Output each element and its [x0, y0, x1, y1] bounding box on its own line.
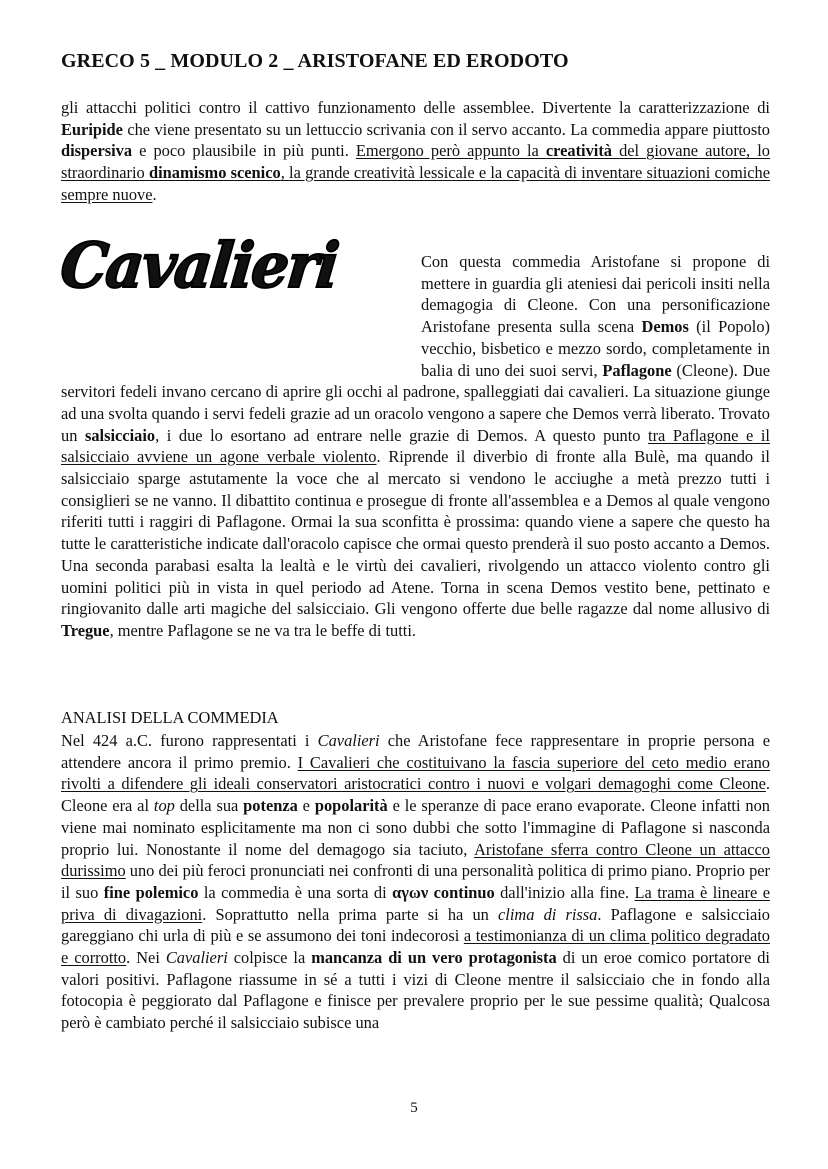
text-run: , mentre Paflagone se ne va tra le beffe di tutti.: [109, 620, 417, 640]
text-run: Nel 424 a.C. furono rappresentati i: [61, 731, 318, 750]
section-heading-analisi: ANALISI DELLA COMMEDIA: [61, 708, 279, 727]
bold-text: Tregue: [61, 620, 110, 640]
bold-text: Paflagone: [602, 360, 672, 380]
text-run: (il Popolo) vecchio, bisbetico e mezzo sordo, completamente in balia di uno dei suoi servi,: [421, 317, 770, 380]
text-run: e le speranze di pace erano evaporate. Cleone infatti non viene mai nominato esplicitamente ma non ci sono dubbi che sotto l'immagine di Paflagone si nasconda proprio lui. Nonostante il nome del demagogo sia taciuto,: [61, 796, 770, 859]
bold-text: potenza: [243, 796, 298, 816]
text-run: uno dei più feroci pronunciati nei confronti di una personalità politica di primo piano. Proprio per il suo: [61, 861, 770, 902]
text-run: . Soprattutto nella prima parte si ha un: [202, 904, 498, 924]
italic-text: Cavalieri: [165, 948, 228, 968]
bold-text: salsicciaio: [84, 425, 156, 445]
bold-text: αγων continuo: [392, 882, 495, 902]
underlined-text: tra Paflagone e il salsicciaio avviene un agone verbale violento: [61, 425, 770, 467]
bold-text: popolarità: [314, 796, 388, 816]
text-run: gli attacchi politici contro il cattivo funzionamento delle assemblee. Divertente la caratterizzazione di: [61, 98, 770, 117]
underlined-text: I Cavalieri che costituivano la fascia superiore del ceto medio erano rivolti a difendere gli ideali conservatori aristocratici contro i nuovi e volgari demagoghi come Cleone: [61, 752, 770, 794]
text-run: dall'inizio alla fine.: [494, 882, 635, 902]
text-run: .: [152, 184, 157, 204]
bold-text: dispersiva: [61, 141, 133, 161]
italic-text: clima di rissa: [498, 904, 598, 924]
text-run: . Nei: [126, 948, 166, 968]
text-run: (Cleone). Due servitori fedeli invano cercano di aprire gli occhi al padrone, spalleggiati dai cavalieri. La situazione giunge ad una svolta quando i servi fedeli grazie ad un oracolo vengono a sapere che Demos verrà liberato. Trovato un: [61, 360, 770, 445]
underlined-text: , la grande creatività lessicale e la capacità di inventare situazioni comiche sempre nuove: [61, 163, 770, 204]
underlined-text: dinamismo scenico: [148, 163, 281, 183]
text-run: . Riprende il diverbio di fronte alla Bulè, ma quando il salsicciaio sparge astutamente la voce che al mercato si vendono le acciughe a metà prezzo tutti i consiglieri se ne vanno. Il dibattito continua e prosegue di fronte all'assemblea e a Demos al quale vengono riferiti tutti i raggiri di Paflagone. Ormai la sua sconfitta è prossima: quando viene a sapere che questo ha tutte le caratteristiche indicate dall'oracolo capisce che ormai questo prenderà il suo posto accanto a Demos. Una seconda parabasi esalta la lealtà e le virtù dei cavalieri, rivolgendo un attacco violento contro gli uomini politici più in vista in quel periodo ad Atene. Torna in scena Demos vestito bene, pettinato e ringiovanito dalle arti magiche del salsicciaio. Gli vengono offerte due belle ragazze dal nome allusivo di: [61, 447, 770, 619]
text-run: che Aristofane fece rappresentare in proprie persona e attendere ancora il primo premio.: [61, 731, 770, 772]
underlined-text: creatività: [545, 141, 612, 161]
bold-text: Demos: [641, 317, 689, 337]
text-run: colpisce la: [227, 948, 312, 968]
paragraph-intro: [61, 97, 770, 206]
cavalieri-logo: [57, 229, 419, 379]
underlined-text: La trama è lineare e priva di divagazioni: [61, 882, 770, 924]
underlined-text: a testimonianza di un clima politico degradato e corrotto: [61, 926, 770, 968]
italic-text: top: [153, 796, 175, 816]
paragraph-cavalieri-plot: [57, 229, 770, 642]
page-title: GRECO 5 _ MODULO 2 _ ARISTOFANE ED ERODOTO: [61, 50, 569, 72]
paragraph-analysis: [61, 730, 770, 1034]
underlined-text: Aristofane sferra contro Cleone un attacco durissimo: [61, 839, 770, 881]
text-run: la commedia è una sorta di: [198, 882, 393, 902]
bold-text: fine polemico: [103, 882, 199, 902]
page-number: 5: [410, 1100, 418, 1116]
text-run: di un eroe comico portatore di valori positivi. Paflagone riassume in sé a tutti i vizi di Cleone mentre il salsicciaio che in fondo alla fotocopia è peggiorato dal Paflagone e finisce per prevalere proprio per le sue pessime qualità; Qualcosa però è cambiato perché il salsicciaio subisce una: [61, 948, 770, 1033]
text-run: , i due lo esortano ad entrare nelle grazie di Demos. A questo punto: [155, 425, 649, 445]
text-run: e: [297, 796, 315, 816]
italic-text: Cavalieri: [317, 731, 380, 750]
underlined-text: del giovane autore, lo straordinario: [61, 141, 770, 183]
text-run: Con questa commedia Aristofane si propone di mettere in guardia gli ateniesi dai pericoli insiti nella demagogia di Cleone. Con una personificazione Aristofane presenta sulla scena: [421, 252, 770, 337]
cavalieri-logo-text: Cavalieri: [57, 229, 341, 302]
text-run: . Cleone era al: [61, 774, 770, 816]
text-run: . Paflagone e salsicciaio gareggiano chi urla di più e se assumono dei toni indecorosi: [61, 904, 770, 946]
text-run: che viene presentato su un lettuccio scrivania con il servo accanto. La commedia appare piuttosto: [122, 119, 770, 139]
bold-text: mancanza di un vero protagonista: [311, 948, 557, 968]
bold-text: Euripide: [61, 119, 123, 139]
underlined-text: Emergono però appunto la: [355, 141, 546, 161]
text-run: e poco plausibile in più punti.: [132, 141, 356, 161]
text-run: della sua: [174, 796, 244, 816]
